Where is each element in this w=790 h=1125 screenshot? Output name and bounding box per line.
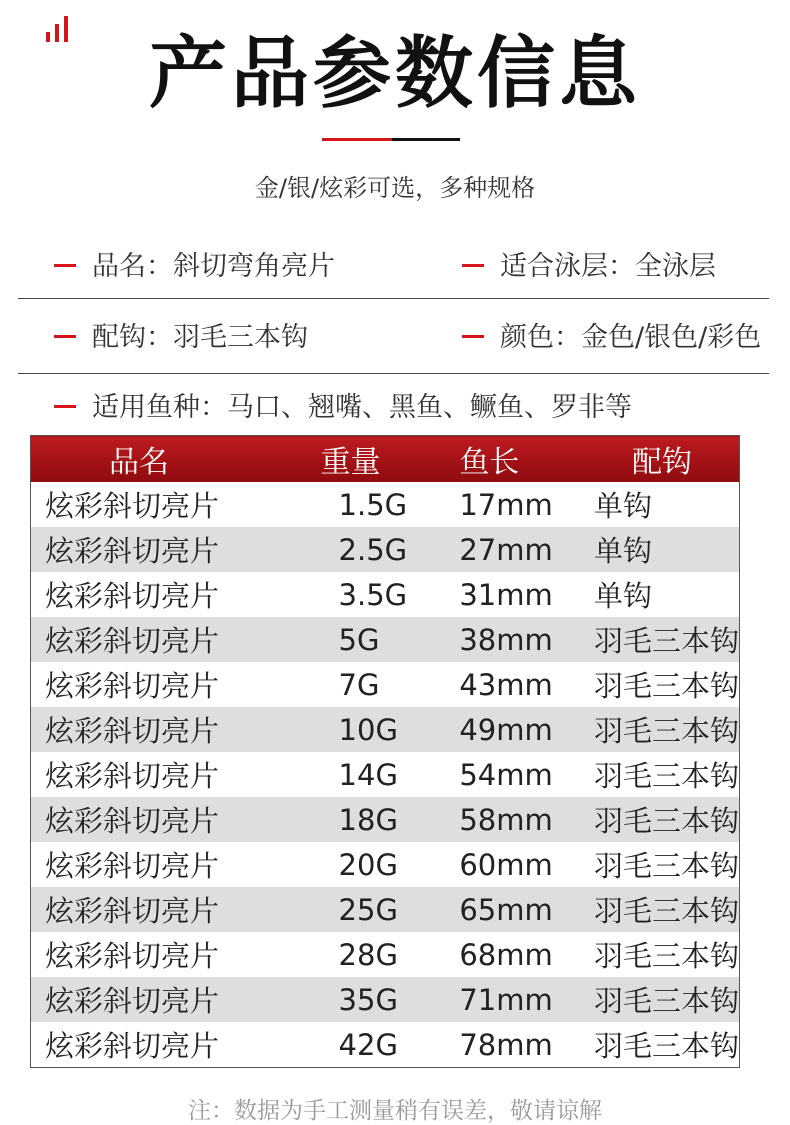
header-name: 品名 — [31, 436, 321, 483]
cell-hook: 单钩 — [593, 489, 652, 523]
red-dash-icon — [54, 264, 76, 267]
spec-label: 适用鱼种：马口、翘嘴、黑鱼、鳜鱼、罗非等 — [92, 392, 632, 423]
cell-weight: 7G — [338, 667, 380, 702]
red-dash-icon — [462, 264, 484, 267]
spec-item-hook — [54, 321, 308, 355]
cell-hook: 羽毛三本钩 — [584, 797, 740, 842]
cell-length: 38mm — [447, 617, 584, 662]
cell-hook: 羽毛三本钩 — [593, 669, 739, 703]
cell-hook: 羽毛三本钩 — [584, 977, 740, 1022]
cell-hook: 羽毛三本钩 — [584, 707, 740, 752]
spec-item-layer — [462, 250, 716, 284]
cell-length: 60mm — [459, 847, 553, 882]
spec-label: 颜色：金色/银色/彩色 — [500, 322, 762, 353]
cell-weight: 20G — [338, 847, 398, 882]
cell-name: 炫彩斜切亮片 — [45, 759, 220, 793]
table-row — [31, 797, 740, 842]
cell-weight: 25G — [321, 887, 448, 932]
cell-weight: 2.5G — [321, 527, 448, 572]
table-row — [31, 527, 740, 572]
spec-label: 品名：斜切弯角亮片 — [92, 251, 335, 282]
cell-hook: 羽毛三本钩 — [593, 849, 739, 883]
cell-name: 炫彩斜切亮片 — [45, 1029, 220, 1063]
cell-hook: 羽毛三本钩 — [593, 759, 739, 793]
cell-length: 78mm — [459, 1027, 553, 1062]
spec-divider — [18, 373, 769, 374]
table-row — [31, 1022, 740, 1068]
cell-length: 71mm — [447, 977, 584, 1022]
table-row — [31, 752, 740, 797]
header-length: 鱼长 — [447, 436, 584, 483]
spec-label: 适合泳层：全泳层 — [500, 251, 716, 282]
spec-item-name — [54, 250, 335, 284]
spec-divider — [18, 298, 769, 299]
table-row — [31, 572, 740, 617]
cell-name: 炫彩斜切亮片 — [45, 849, 220, 883]
cell-weight: 5G — [321, 617, 448, 662]
cell-name: 炫彩斜切亮片 — [31, 707, 321, 752]
table-row — [31, 617, 740, 662]
table-row — [31, 662, 740, 707]
spec-label: 配钩：羽毛三本钩 — [92, 322, 308, 353]
cell-hook: 羽毛三本钩 — [593, 939, 739, 973]
red-dash-icon — [462, 335, 484, 338]
cell-weight: 10G — [321, 707, 448, 752]
title-divider-black — [392, 138, 460, 141]
cell-name: 炫彩斜切亮片 — [45, 579, 220, 613]
cell-length: 17mm — [459, 487, 553, 522]
table-row — [31, 707, 740, 752]
red-dash-icon — [54, 405, 76, 408]
cell-weight: 3.5G — [338, 577, 408, 612]
cell-name: 炫彩斜切亮片 — [31, 977, 321, 1022]
cell-hook: 羽毛三本钩 — [593, 1029, 739, 1063]
cell-hook: 羽毛三本钩 — [584, 887, 740, 932]
cell-hook: 单钩 — [593, 579, 652, 613]
cell-name: 炫彩斜切亮片 — [45, 939, 220, 973]
page-subtitle: 金/银/炫彩可选，多种规格 — [254, 174, 536, 202]
spec-item-species — [54, 391, 632, 425]
table-row — [31, 482, 740, 527]
footer-note: 注：数据为手工测量稍有误差，敬请谅解 — [188, 1098, 602, 1124]
cell-weight: 42G — [338, 1027, 398, 1062]
cell-name: 炫彩斜切亮片 — [31, 887, 321, 932]
page-title: 产品参数信息 — [148, 29, 641, 119]
cell-length: 27mm — [447, 527, 584, 572]
table-row — [31, 977, 740, 1022]
cell-weight: 35G — [321, 977, 448, 1022]
cell-length: 43mm — [459, 667, 553, 702]
header-hook: 配钩 — [584, 436, 740, 483]
cell-length: 54mm — [459, 757, 553, 792]
spec-item-color — [462, 321, 761, 355]
cell-length: 31mm — [459, 577, 553, 612]
cell-name: 炫彩斜切亮片 — [45, 489, 220, 523]
cell-length: 58mm — [447, 797, 584, 842]
table-row — [31, 842, 740, 887]
title-divider-red — [322, 138, 392, 141]
cell-hook: 羽毛三本钩 — [584, 617, 740, 662]
table-row — [31, 887, 740, 932]
cell-weight: 28G — [338, 937, 398, 972]
red-dash-icon — [54, 335, 76, 338]
cell-weight: 18G — [321, 797, 448, 842]
cell-length: 65mm — [447, 887, 584, 932]
table-row — [31, 932, 740, 977]
cell-name: 炫彩斜切亮片 — [31, 617, 321, 662]
cell-hook: 单钩 — [584, 527, 740, 572]
cell-weight: 14G — [338, 757, 398, 792]
cell-weight: 1.5G — [338, 487, 408, 522]
table-header-row — [31, 436, 740, 483]
cell-name: 炫彩斜切亮片 — [31, 797, 321, 842]
spec-table — [30, 435, 740, 1068]
cell-name: 炫彩斜切亮片 — [45, 669, 220, 703]
cell-length: 49mm — [447, 707, 584, 752]
cell-name: 炫彩斜切亮片 — [31, 527, 321, 572]
cell-length: 68mm — [459, 937, 553, 972]
header-weight: 重量 — [321, 436, 448, 483]
